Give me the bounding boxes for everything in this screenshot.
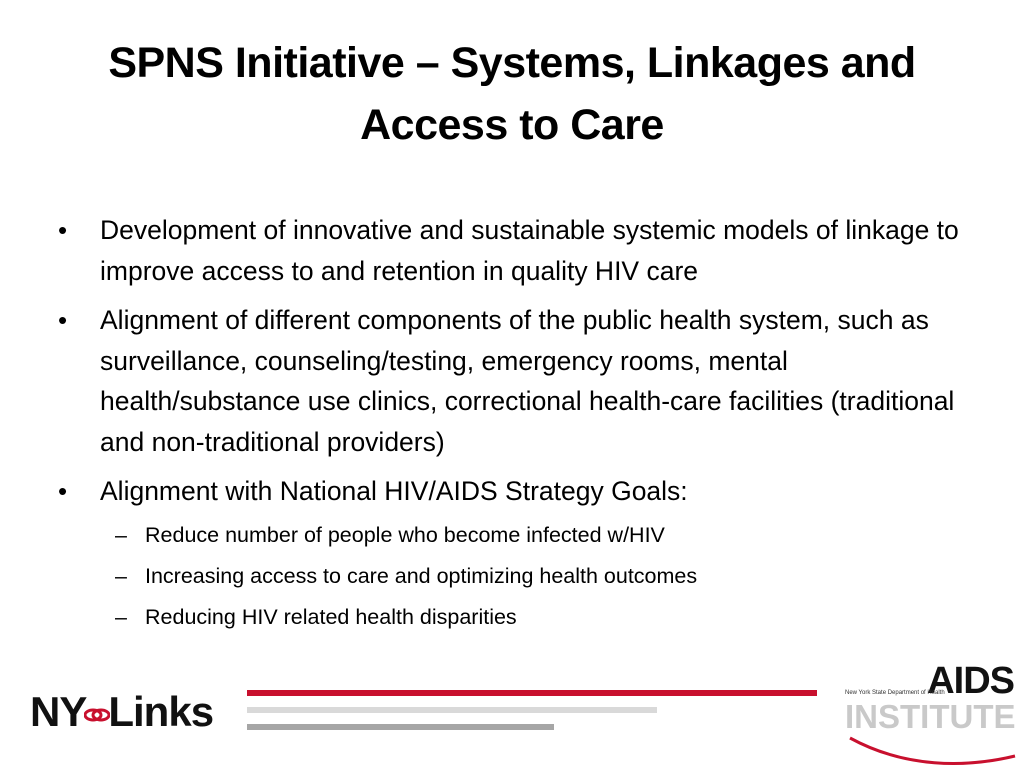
- slide-footer: [0, 650, 1024, 768]
- bullet-text: Alignment with National HIV/AIDS Strategy Goals:: [100, 476, 688, 506]
- red-swoosh-icon: [845, 730, 1020, 770]
- bullet-list: [0, 210, 1024, 635]
- bullet-item: [58, 471, 984, 512]
- ny-links-logo: [30, 688, 213, 736]
- bullet-text: Development of innovative and sustainable systemic models of linkage to improve access to and retention in quality HIV care: [100, 215, 959, 286]
- bullet-text: Alignment of different components of the public health system, such as surveillance, counseling/testing, emergency rooms, mental health/substance use clinics, correctional health-care facilities (traditional and non-traditional providers): [100, 305, 955, 457]
- ny-links-logo-text-a: NY: [30, 688, 87, 735]
- bullet-item: [58, 210, 984, 291]
- aids-institute-logo: [845, 660, 1020, 770]
- dash-icon: –: [115, 604, 127, 629]
- ny-links-logo-text-b: Links: [108, 688, 214, 735]
- dash-icon: –: [115, 522, 127, 547]
- sub-bullet-text: Reducing HIV related health disparities: [145, 604, 517, 629]
- bullet-icon: •: [58, 215, 68, 245]
- sub-bullet-item: [115, 517, 964, 553]
- aids-logo-subtitle: New York State Department of Health: [845, 690, 945, 696]
- sub-bullet-text: Reduce number of people who become infected w/HIV: [145, 522, 665, 547]
- dash-icon: –: [115, 563, 127, 588]
- red-divider-bar: [247, 690, 817, 696]
- sub-bullet-text: Increasing access to care and optimizing health outcomes: [145, 563, 698, 588]
- light-gray-divider-bar: [247, 707, 657, 713]
- bullet-icon: •: [58, 476, 68, 506]
- gray-divider-bar: [247, 724, 554, 730]
- aids-logo-institute: INSTITUTE: [845, 698, 1016, 735]
- sub-bullet-item: [115, 558, 964, 594]
- sub-bullet-item: [115, 599, 964, 635]
- bullet-icon: •: [58, 305, 68, 335]
- bullet-item: [58, 300, 984, 462]
- aids-logo-word: AIDS: [927, 660, 1014, 702]
- slide-title: SPNS Initiative – Systems, Linkages and Access to Care: [108, 39, 916, 149]
- chain-link-icon: [84, 702, 110, 728]
